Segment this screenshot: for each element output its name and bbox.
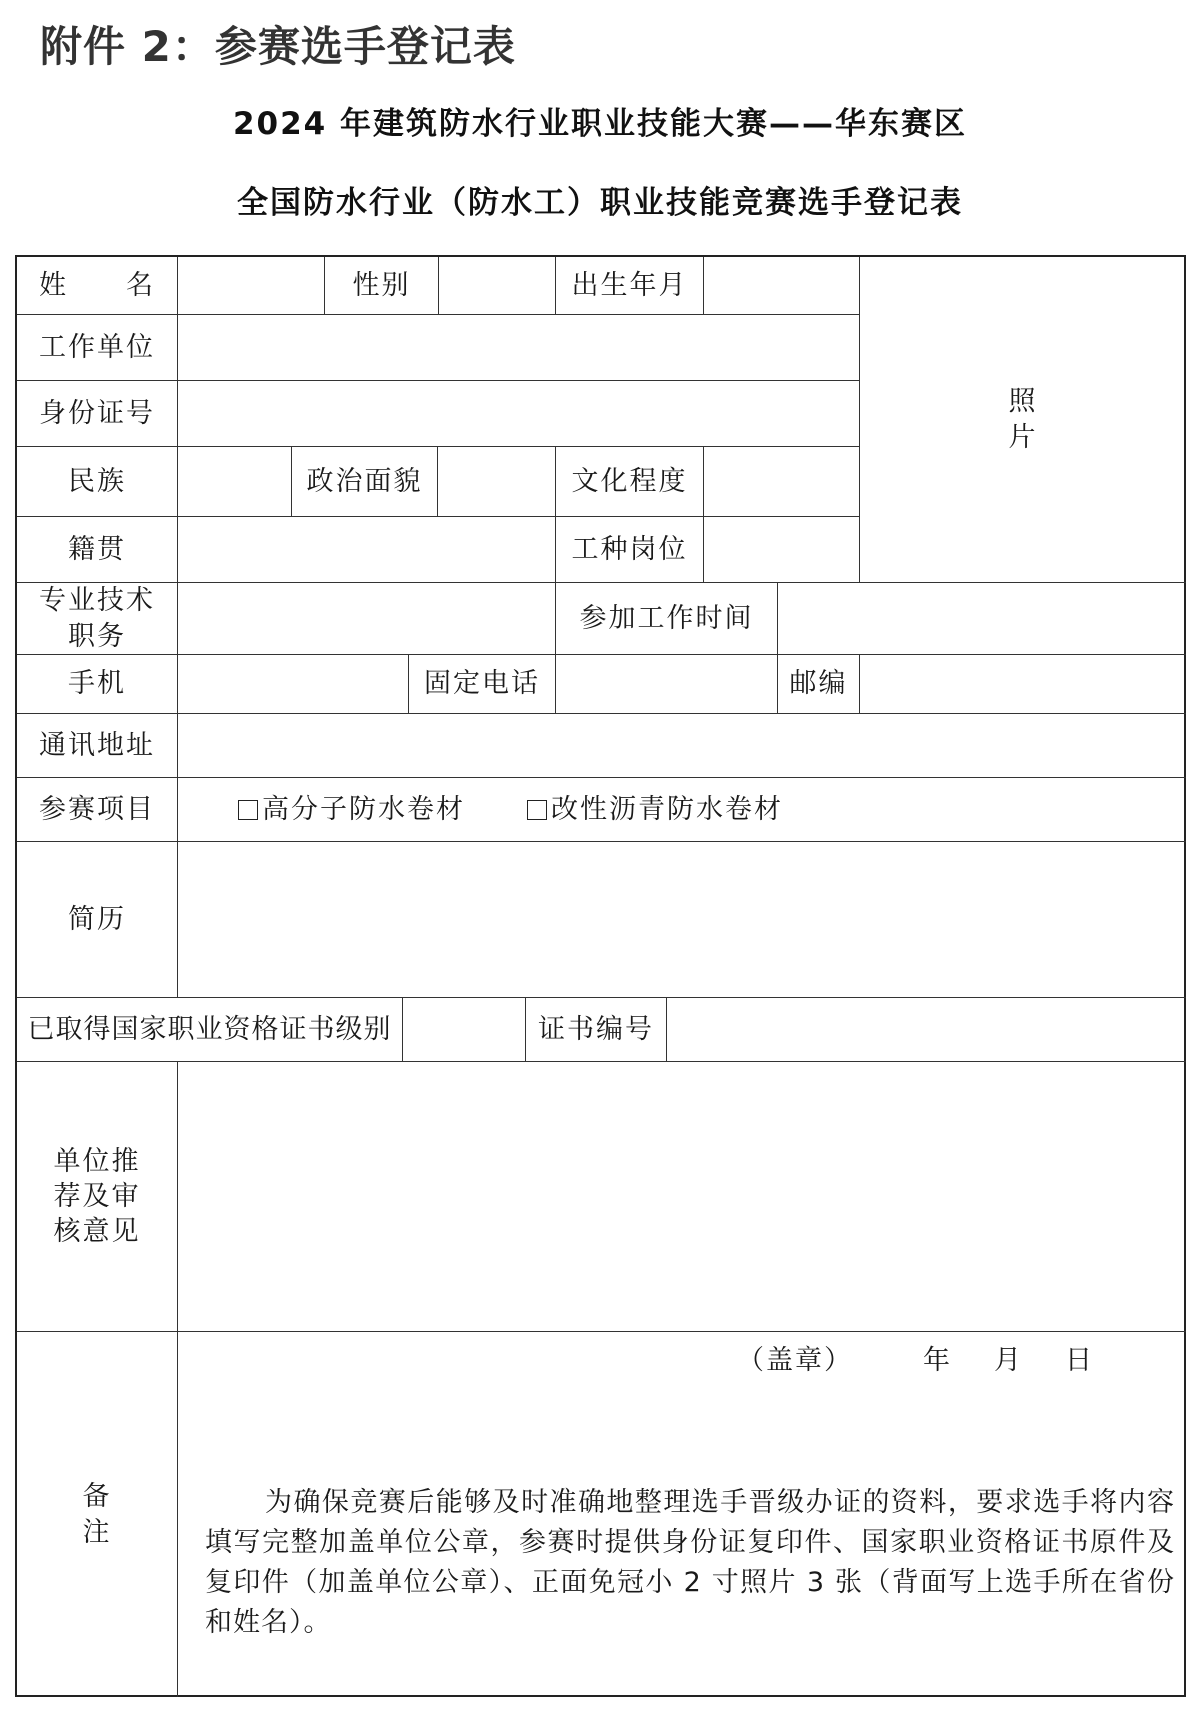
name-field[interactable] — [178, 257, 325, 315]
event-label: 参赛项目 — [17, 778, 178, 842]
checkbox-icon[interactable] — [527, 800, 547, 820]
stamp-date-line — [737, 1338, 1094, 1377]
cert-number-field[interactable] — [667, 998, 1186, 1062]
gender-label: 性别 — [325, 257, 439, 315]
cert-number-label: 证书编号 — [526, 998, 667, 1062]
name-label: 姓 名 — [17, 257, 178, 315]
month-label: 月 — [994, 1345, 1023, 1376]
cert-level-label: 已取得国家职业资格证书级别 — [17, 998, 403, 1062]
remarks-label-line1: 备 — [82, 1481, 112, 1513]
resume-label: 简历 — [17, 842, 178, 998]
prof-title-field[interactable] — [178, 583, 556, 655]
mobile-label: 手机 — [17, 655, 178, 714]
political-status-field[interactable] — [438, 447, 556, 517]
landline-label: 固定电话 — [409, 655, 556, 714]
remarks-text: 为确保竞赛后能够及时准确地整理选手晋级办证的资料，要求选手将内容填写完整加盖单位公章，参赛时提供身份证复印件、国家职业资格证书原件及复印件（加盖单位公章）、正面免冠小 2 寸照片 3 张（背面写上选手所在省份和姓名）。 — [205, 1487, 1175, 1638]
job-position-label: 工种岗位 — [556, 517, 704, 583]
registration-form — [15, 255, 1186, 1697]
event-option-polymer[interactable] — [238, 792, 465, 827]
mobile-field[interactable] — [178, 655, 409, 714]
native-place-field[interactable] — [178, 517, 556, 583]
resume-field[interactable] — [178, 842, 1186, 998]
checkbox-icon[interactable] — [238, 800, 258, 820]
education-field[interactable] — [704, 447, 860, 517]
event-option-polymer-label: 高分子防水卷材 — [262, 793, 465, 825]
prof-title-label-line2: 职务 — [68, 620, 126, 652]
event-option-asphalt-label: 改性沥青防水卷材 — [551, 793, 783, 825]
year-label: 年 — [923, 1345, 952, 1376]
postcode-field[interactable] — [860, 655, 1186, 714]
id-number-field[interactable] — [178, 381, 860, 447]
event-option-asphalt[interactable] — [527, 792, 783, 827]
work-start-time-field[interactable] — [778, 583, 1186, 655]
form-title-line1: 2024 年建筑防水行业职业技能大赛——华东赛区 — [232, 106, 968, 142]
id-number-label: 身份证号 — [17, 381, 178, 447]
postcode-label: 邮编 — [778, 655, 860, 714]
birth-field[interactable] — [704, 257, 860, 315]
work-unit-field[interactable] — [178, 315, 860, 381]
address-field[interactable] — [178, 714, 1186, 778]
event-options — [178, 778, 1186, 842]
birth-label: 出生年月 — [556, 257, 704, 315]
recommend-label-line3: 核意见 — [53, 1216, 141, 1248]
education-label: 文化程度 — [556, 447, 704, 517]
job-position-field[interactable] — [704, 517, 860, 583]
cert-level-field[interactable] — [403, 998, 526, 1062]
photo-label-line2: 片 — [1008, 421, 1038, 453]
photo-area[interactable] — [860, 257, 1186, 583]
remarks-label-line2: 注 — [82, 1516, 112, 1548]
recommend-label-line2: 荐及审 — [53, 1180, 141, 1212]
political-status-label: 政治面貌 — [292, 447, 438, 517]
remarks-label — [17, 1332, 178, 1697]
prof-title-label — [17, 583, 178, 655]
attachment-title: 附件 2：参赛选手登记表 — [40, 22, 516, 71]
seal-label: （盖章） — [737, 1345, 853, 1376]
gender-field[interactable] — [439, 257, 556, 315]
ethnicity-label: 民族 — [17, 447, 178, 517]
day-label: 日 — [1065, 1345, 1094, 1376]
recommend-label — [17, 1062, 178, 1332]
recommend-label-line1: 单位推 — [53, 1145, 141, 1177]
form-title-line2: 全国防水行业（防水工）职业技能竞赛选手登记表 — [237, 185, 963, 221]
landline-field[interactable] — [556, 655, 778, 714]
address-label: 通讯地址 — [17, 714, 178, 778]
recommend-field[interactable] — [178, 1062, 1186, 1332]
native-place-label: 籍贯 — [17, 517, 178, 583]
photo-label-line1: 照 — [1008, 386, 1038, 418]
work-start-time-label: 参加工作时间 — [556, 583, 778, 655]
work-unit-label: 工作单位 — [17, 315, 178, 381]
ethnicity-field[interactable] — [178, 447, 292, 517]
prof-title-label-line1: 专业技术 — [39, 585, 155, 617]
